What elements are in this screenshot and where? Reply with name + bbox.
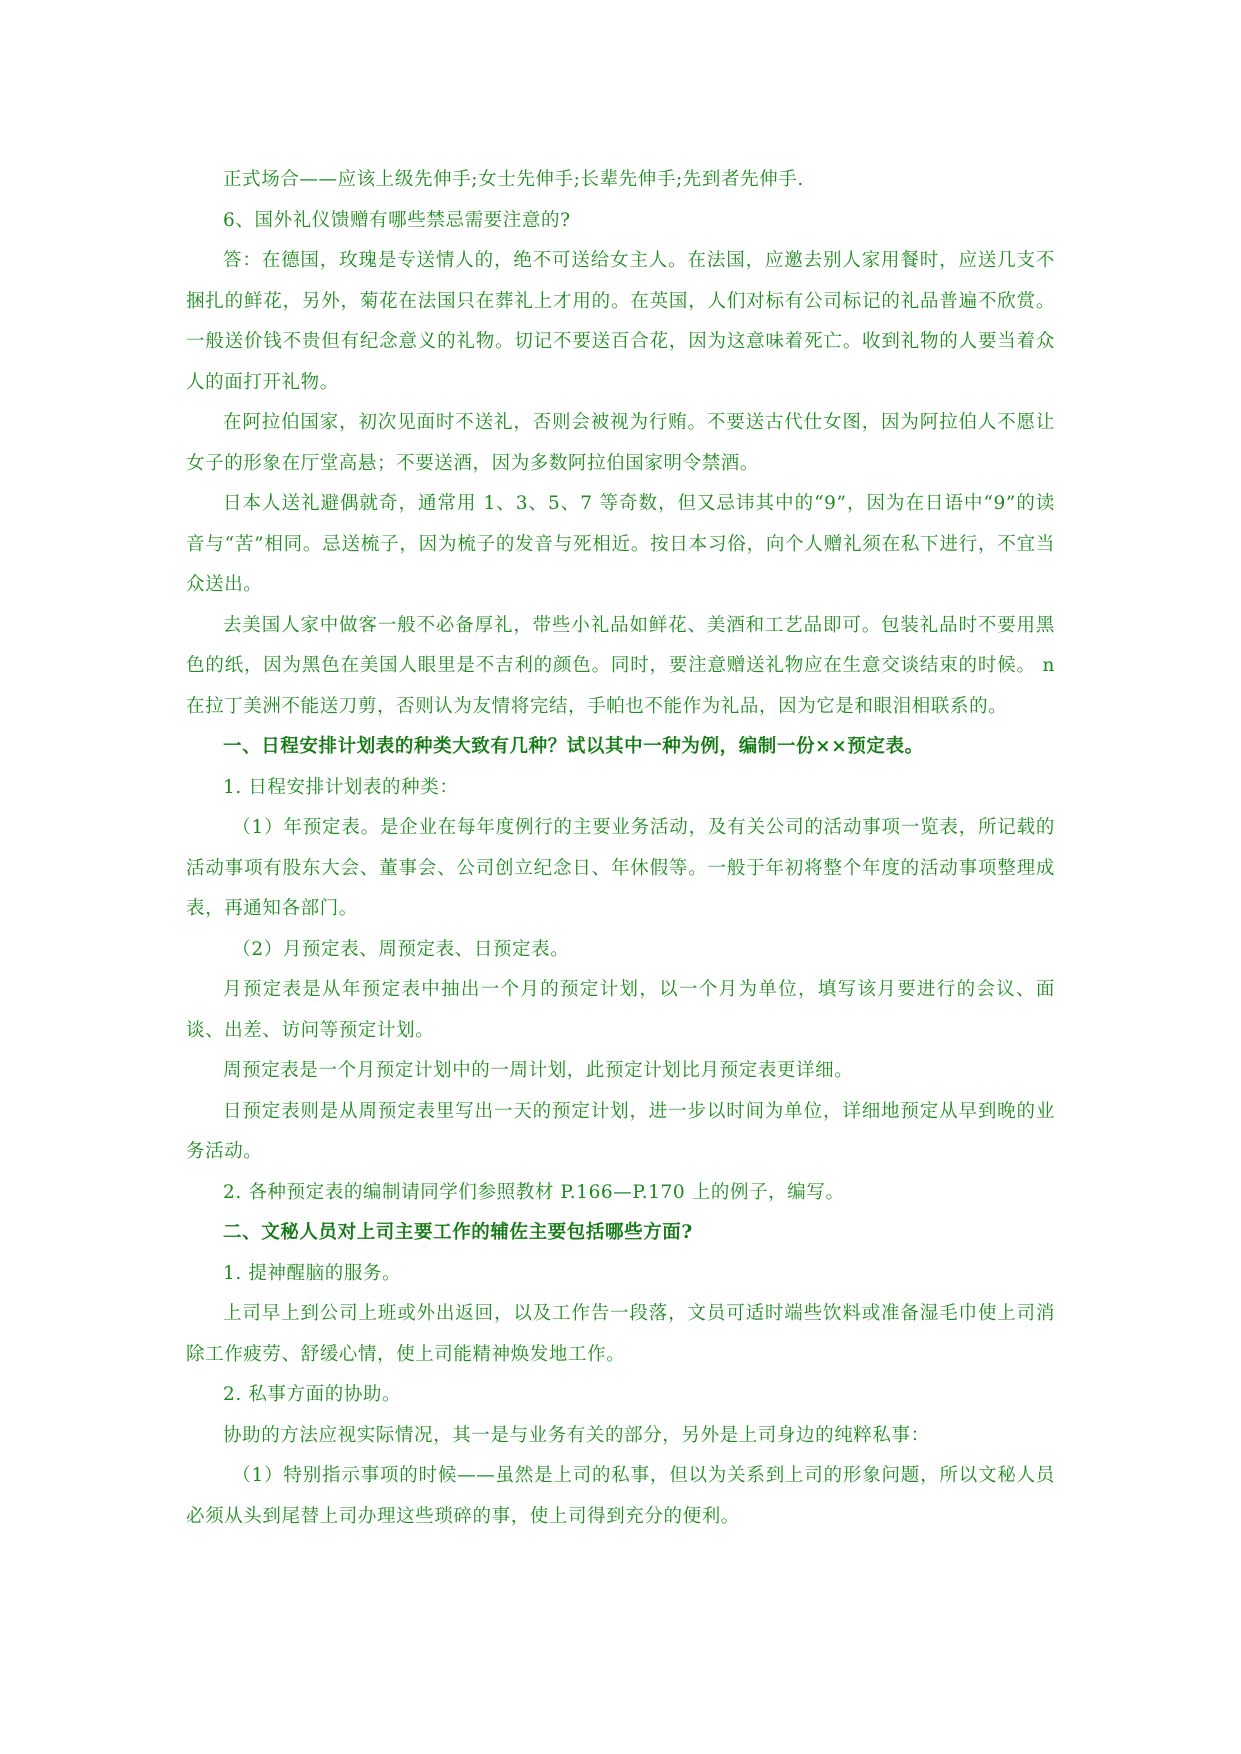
paragraph: 协助的方法应视实际情况，其一是与业务有关的部分，另外是上司身边的纯粹私事： [223, 1424, 930, 1446]
paragraph: 去美国人家中做客一般不必备厚礼，带些小礼品如鲜花、美酒和工艺品即可。包装礼品时不要用黑色的纸，因为黑色在美国人眼里是不吉利的颜色。同时，要注意赠送礼物应在生意交谈结束的时候。 n 在拉丁美洲不能送刀剪，否则认为友情将完结，手帕也不能作为礼品，因为它是和眼泪相联系的。 [186, 614, 1055, 717]
paragraph: 周预定表是一个月预定计划中的一周计划，此预定计划比月预定表更详细。 [223, 1060, 854, 1081]
section-heading: 一、日程安排计划表的种类大致有几种？试以其中一种为例，编制一份××预定表。 [223, 736, 924, 757]
list-item: 1. 提神醒脑的服务。 [223, 1262, 402, 1284]
paragraph: 答：在德国，玫瑰是专送情人的，绝不可送给女主人。在法国，应邀去别人家用餐时，应送几支不捆扎的鲜花，另外，菊花在法国只在葬礼上才用的。在英国，人们对标有公司标记的礼品普遍不欣赏。一般送价钱不贵但有纪念意义的礼物。切记不要送百合花，因为这意味着死亡。收到礼物的人要当着众人的面打开礼物。 [186, 250, 1055, 393]
list-item: 2. 各种预定表的编制请同学们参照教材 P.166—P.170 上的例子，编写。 [223, 1181, 845, 1203]
sub-list-item: （1）年预定表。是企业在每年度例行的主要业务活动，及有关公司的活动事项一览表，所记载的活动事项有股东大会、董事会、公司创立纪念日、年休假等。一般于年初将整个年度的活动事项整理成表，再通知各部门。 [186, 817, 1055, 919]
paragraph: 在阿拉伯国家，初次见面时不送礼，否则会被视为行贿。不要送古代仕女图，因为阿拉伯人不愿让女子的形象在厅堂高悬；不要送酒，因为多数阿拉伯国家明令禁酒。 [186, 412, 1055, 474]
paragraph: 日本人送礼避偶就奇，通常用 1、3、5、7 等奇数，但又忌讳其中的“9”，因为在日语中“9”的读音与“苦”相同。忌送梳子，因为梳子的发音与死相近。按日本习俗，向个人赠礼须在私下进行，不宜当众送出。 [186, 493, 1055, 595]
sub-list-item: （1）特别指示事项的时候——虽然是上司的私事，但以为关系到上司的形象问题，所以文秘人员必须从头到尾替上司办理这些琐碎的事，使上司得到充分的便利。 [186, 1465, 1055, 1527]
list-item: 2. 私事方面的协助。 [223, 1384, 402, 1405]
question-heading: 6、国外礼仪馈赠有哪些禁忌需要注意的? [223, 209, 571, 231]
paragraph: 日预定表则是从周预定表里写出一天的预定计划，进一步以时间为单位，详细地预定从早到晚的业务活动。 [186, 1100, 1055, 1162]
paragraph: 正式场合——应该上级先伸手;女士先伸手;长辈先伸手;先到者先伸手. [223, 169, 804, 190]
paragraph: 上司早上到公司上班或外出返回，以及工作告一段落，文员可适时端些饮料或准备湿毛巾使上司消除工作疲劳、舒缓心情，使上司能精神焕发地工作。 [186, 1303, 1055, 1365]
section-heading: 二、文秘人员对上司主要工作的辅佐主要包括哪些方面? [223, 1222, 693, 1243]
paragraph: 月预定表是从年预定表中抽出一个月的预定计划，以一个月为单位，填写该月要进行的会议、面谈、出差、访问等预定计划。 [186, 979, 1055, 1041]
sub-list-item: （2）月预定表、周预定表、日预定表。 [232, 938, 570, 960]
list-item: 1. 日程安排计划表的种类： [223, 776, 459, 798]
